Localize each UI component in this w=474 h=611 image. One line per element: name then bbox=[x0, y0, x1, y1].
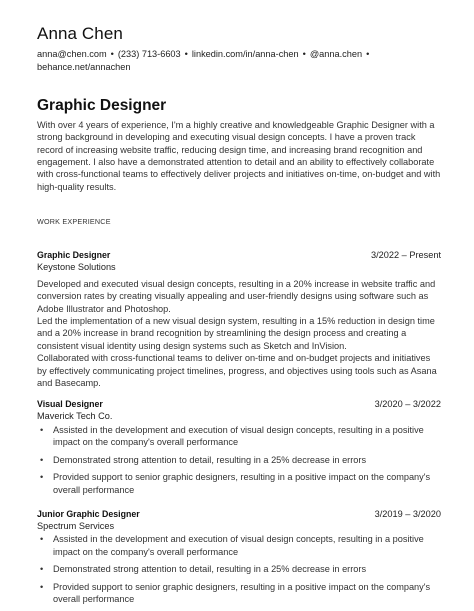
job-bullet bbox=[37, 424, 441, 449]
job-dates: 3/2019 – 3/2020 bbox=[374, 508, 441, 519]
profile-summary: With over 4 years of experience, I'm a highly creative and knowledgeable Graphic Designer with a strong background in developing and executing visual design concepts. I have a proven track record of increasing website traffic, reducing design time, and increasing brand recognition and engagement. I also have a demonstrated attention to detail and an ability to effectively collaborate with cross-functional teams to effectively deliver projects and initiatives on-time, on-budget and with high-quality results. bbox=[37, 119, 441, 192]
job-description bbox=[37, 278, 441, 390]
contact-linkedin[interactable]: linkedin.com/in/anna-chen bbox=[191, 49, 299, 59]
bullet-icon: • bbox=[40, 424, 44, 435]
contact-phone[interactable]: (233) 713-6603 bbox=[117, 49, 181, 59]
job-bullet bbox=[37, 454, 441, 466]
job-paragraph: Developed and executed visual design concepts, resulting in a 20% increase in website traffic and conversion rates by creating visually appealing and user-friendly designs using software such as Adobe Illustrator and Photoshop. bbox=[37, 278, 436, 314]
job-company: Keystone Solutions bbox=[37, 262, 116, 273]
resume-page bbox=[37, 24, 441, 610]
bullet-text: Demonstrated strong attention to detail, resulting in a 25% decrease in errors bbox=[53, 564, 367, 575]
bullet-icon: • bbox=[40, 534, 44, 545]
job-bullet bbox=[37, 581, 441, 606]
contact-instagram[interactable]: @anna.chen bbox=[309, 49, 363, 59]
contact-separator: • bbox=[110, 49, 114, 59]
job-bullet-list bbox=[37, 533, 441, 605]
contact-behance[interactable]: behance.net/annachen bbox=[37, 62, 131, 73]
bullet-text: Provided support to senior graphic designers, resulting in a positive impact on the company's overall performance bbox=[53, 472, 431, 495]
contact-separator: • bbox=[184, 49, 188, 59]
job-title: Graphic Designer bbox=[37, 250, 111, 261]
contact-info bbox=[37, 48, 441, 75]
bullet-text: Assisted in the development and execution of visual design concepts, resulting in a positive impact on the company's overall performance bbox=[53, 424, 424, 448]
bullet-icon: • bbox=[40, 581, 44, 592]
job-header bbox=[37, 398, 441, 410]
contact-separator: • bbox=[366, 49, 370, 59]
job-bullet bbox=[37, 533, 441, 558]
job-paragraph: Collaborated with cross-functional teams to deliver on-time and on-budget projects and initiatives by effectively communicating project timelines, progress, and objectives using tools such as Asana and Basecamp. bbox=[37, 353, 437, 388]
job-company: Spectrum Services bbox=[37, 520, 115, 531]
bullet-icon: • bbox=[40, 564, 44, 575]
job-header bbox=[37, 508, 441, 520]
job-bullet-list bbox=[37, 424, 441, 496]
candidate-name: Anna Chen bbox=[37, 24, 123, 43]
contact-email[interactable]: anna@chen.com bbox=[37, 49, 107, 59]
profile-headline: Graphic Designer bbox=[37, 96, 167, 114]
job-title: Visual Designer bbox=[37, 399, 103, 410]
job-paragraph: Led the implementation of a new visual design system, resulting in a 15% reduction in design time and a 20% increase in brand recognition by streamlining the design process and creating a consistent visual identity using design systems such as Sketch and InVision. bbox=[37, 315, 435, 351]
contact-separator: • bbox=[302, 49, 306, 59]
job-dates: 3/2022 – Present bbox=[371, 250, 441, 261]
bullet-icon: • bbox=[40, 472, 44, 483]
job-bullet bbox=[37, 563, 441, 575]
job-bullet bbox=[37, 471, 441, 496]
job-dates: 3/2020 – 3/2022 bbox=[374, 399, 441, 410]
job-entry bbox=[37, 398, 441, 496]
bullet-icon: • bbox=[40, 454, 44, 465]
work-experience-heading: WORK EXPERIENCE bbox=[37, 217, 111, 227]
job-header bbox=[37, 249, 441, 261]
job-company: Maverick Tech Co. bbox=[37, 411, 113, 422]
job-entry bbox=[37, 508, 441, 606]
bullet-text: Provided support to senior graphic designers, resulting in a positive impact on the company's overall performance bbox=[53, 581, 431, 605]
bullet-text: Assisted in the development and execution of visual design concepts, resulting in a positive impact on the company's overall performance bbox=[53, 534, 424, 557]
job-entry bbox=[37, 249, 441, 389]
job-title: Junior Graphic Designer bbox=[37, 508, 140, 519]
bullet-text: Demonstrated strong attention to detail, resulting in a 25% decrease in errors bbox=[53, 454, 367, 465]
